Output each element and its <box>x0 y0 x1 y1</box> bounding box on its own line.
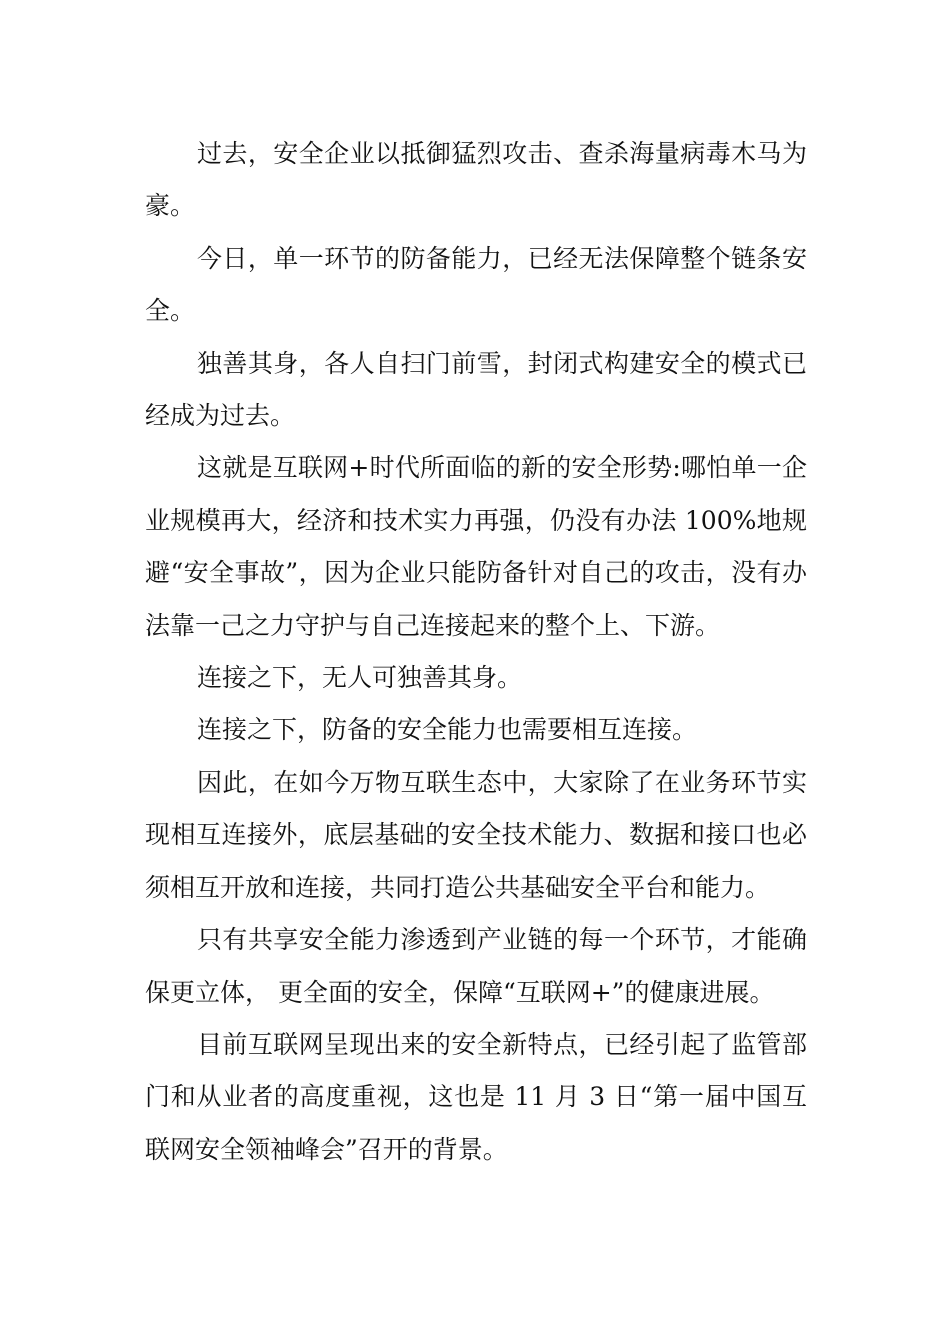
paragraph-3: 独善其身，各人自扫门前雪，封闭式构建安全的模式已经成为过去。 <box>145 348 807 431</box>
paragraph-5: 连接之下，无人可独善其身。 <box>197 663 523 693</box>
paragraph-1: 过去，安全企业以抵御猛烈攻击、查杀海量病毒木马为豪。 <box>145 139 807 221</box>
document-body <box>145 128 807 1176</box>
paragraph-8: 只有共享安全能力渗透到产业链的每一个环节，才能确保更立体， 更全面的安全，保障“互联网+”的健康进展。 <box>145 925 807 1007</box>
paragraph-7: 因此，在如今万物互联生态中，大家除了在业务环节实现相互连接外，底层基础的安全技术能力、数据和接口也必须相互开放和连接，共同打造公共基础安全平台和能力。 <box>145 767 807 902</box>
paragraph-2: 今日，单一环节的防备能力，已经无法保障整个链条安全。 <box>145 243 807 326</box>
paragraph-4: 这就是互联网+时代所面临的新的安全形势:哪怕单一企业规模再大，经济和技术实力再强，仍没有办法 100%地规避“安全事故”，因为企业只能防备针对自己的攻击，没有办法靠一己之力守护与自己连接起来的整个上、下游。 <box>145 453 807 640</box>
paragraph-9: 目前互联网呈现出来的安全新特点，已经引起了监管部门和从业者的高度重视，这也是 11 月 3 日“第一届中国互联网安全领袖峰会”召开的背景。 <box>145 1029 807 1164</box>
paragraph-6: 连接之下，防备的安全能力也需要相互连接。 <box>197 715 698 745</box>
